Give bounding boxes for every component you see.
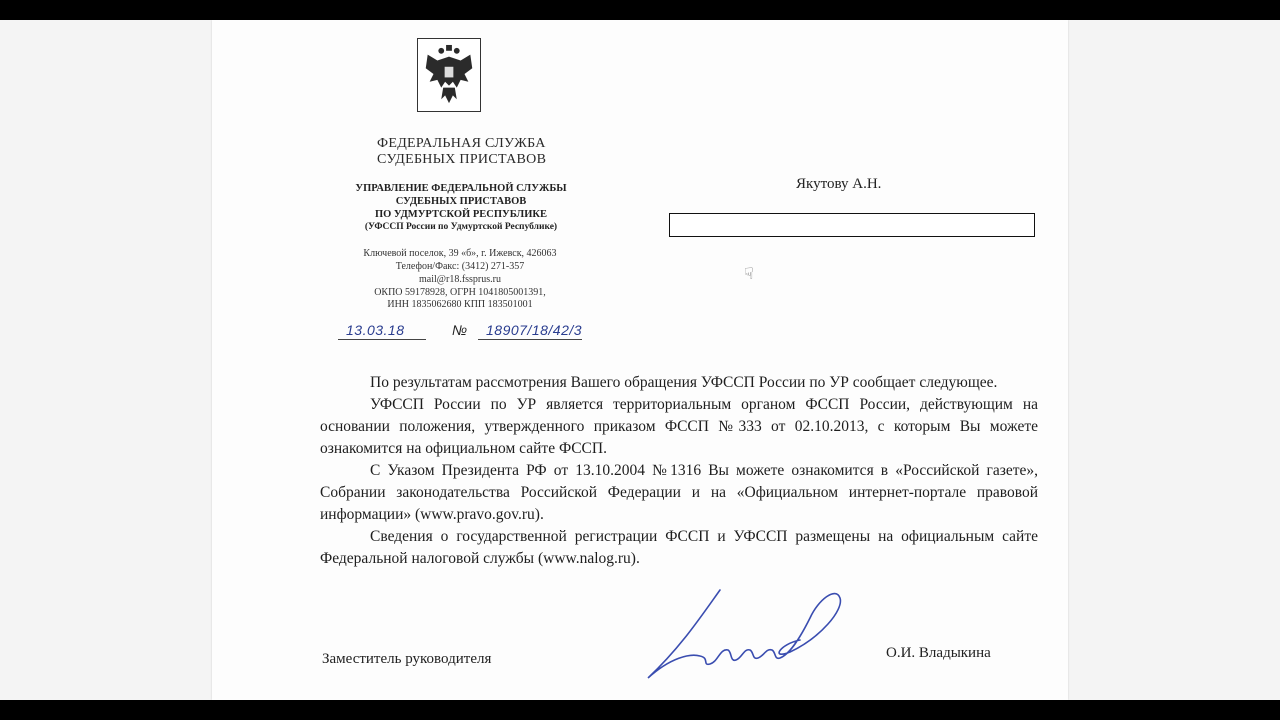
body-paragraph-2: УФССП России по УР является территориальным органом ФССП России, действующим на основании положения, утвержденного приказом ФССП №333 от 02.10.2013, с которым Вы можете ознакомится на официальном сайте ФССП. (320, 396, 1038, 457)
handwritten-signature (640, 578, 855, 688)
bottom-letterbox-bar (0, 700, 1280, 720)
signatory-position: Заместитель руководителя (322, 651, 492, 667)
date-underline (338, 339, 426, 340)
email-line: mail@r18.fssprus.ru (419, 274, 501, 285)
dept-title-line4: (УФССП России по Удмуртской Республике) (364, 222, 558, 232)
coat-of-arms-icon (417, 38, 481, 112)
org-title-line2: СУДЕБНЫХ ПРИСТАВОВ (377, 152, 547, 167)
redacted-address-box (669, 213, 1035, 237)
ids-line2: ИНН 1835062680 КПП 183501001 (387, 299, 533, 310)
ids-line1: ОКПО 59178928, ОГРН 1041805001391, (374, 287, 546, 298)
letter-body (320, 372, 1038, 570)
dept-title-line1: УПРАВЛЕНИЕ ФЕДЕРАЛЬНОЙ СЛУЖБЫ (355, 183, 567, 194)
top-letterbox-bar (0, 0, 1280, 20)
registration-date: 13.03.18 (346, 322, 405, 338)
org-title-line1: ФЕДЕРАЛЬНАЯ СЛУЖБА (377, 136, 546, 151)
body-paragraph-1: По результатам рассмотрения Вашего обращения УФССП России по УР сообщает следующее. (370, 374, 998, 391)
phone-line: Телефон/Факс: (3412) 271-357 (395, 261, 525, 272)
body-paragraph-3: С Указом Президента РФ от 13.10.2004 №1316 Вы можете ознакомится в «Российской газете», Собрании законодательства Российской Федерации и на «Официальном интернет-портале правовой информации» (www.pravo.gov.ru). (320, 462, 1038, 523)
hand-cursor-icon: ☟ (744, 266, 754, 283)
signatory-name: О.И. Владыкина (886, 645, 991, 661)
address-line: Ключевой поселок, 39 «б», г. Ижевск, 426063 (363, 248, 557, 259)
registration-number: 18907/18/42/3 (486, 322, 583, 338)
dept-title-line2: СУДЕБНЫХ ПРИСТАВОВ (395, 196, 527, 207)
dept-title-line3: ПО УДМУРТСКОЙ РЕСПУБЛИКЕ (374, 209, 548, 220)
recipient-name: Якутову А.Н. (796, 176, 882, 192)
registration-number-sign: № (452, 322, 468, 338)
body-paragraph-4: Сведения о государственной регистрации ФССП и УФССП размещены на официальным сайте Федеральной налоговой службы (www.nalog.ru). (320, 528, 1038, 567)
number-underline (478, 339, 582, 340)
